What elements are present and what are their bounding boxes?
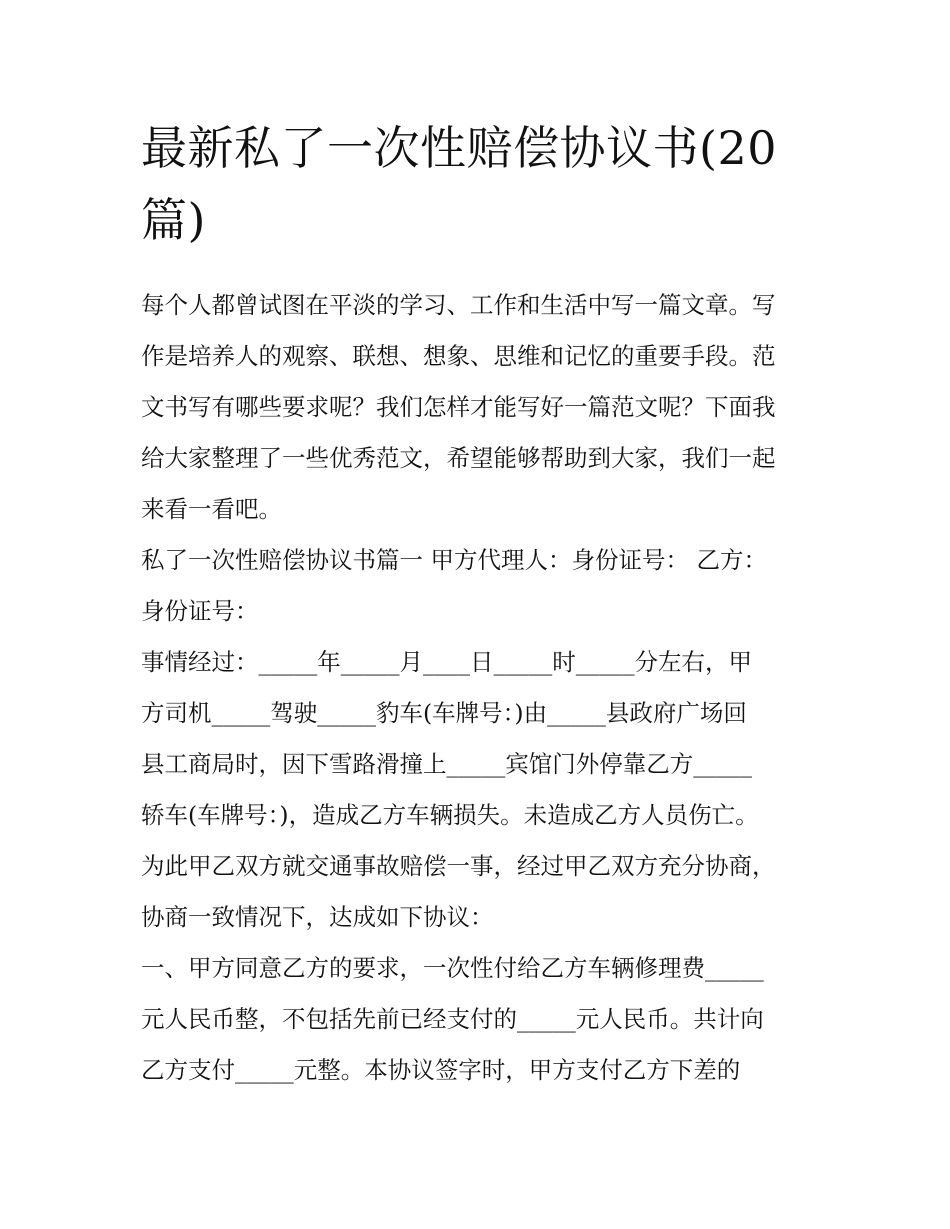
text-line: 为此甲乙双方就交通事故赔偿一事，经过甲乙双方充分协商， xyxy=(141,852,776,880)
document-body xyxy=(141,112,813,1096)
text-line: 元人民币整，不包括先前已经支付的_____元人民币。共计向 xyxy=(141,1005,764,1033)
clause-one-paragraph xyxy=(141,943,813,1096)
parties-paragraph xyxy=(141,535,813,637)
text-line: 方司机_____驾驶_____豹车(车牌号：)由_____县政府广场回 xyxy=(141,699,747,727)
text-line: 身份证号： xyxy=(141,597,259,625)
text-line: 一、甲方同意乙方的要求，一次性付给乙方车辆修理费_____ xyxy=(141,954,764,982)
title-line-1: 最新私了一次性赔偿协议书(20 xyxy=(141,121,777,175)
text-line: 来看一看吧。 xyxy=(141,495,282,523)
text-line: 事情经过：_____年_____月____日_____时_____分左右，甲 xyxy=(141,648,752,676)
text-line: 县工商局时，因下雪路滑撞上_____宾馆门外停靠乙方_____ xyxy=(141,750,752,778)
incident-paragraph xyxy=(141,637,813,943)
text-line: 作是培养人的观察、联想、想象、思维和记忆的重要手段。范 xyxy=(141,342,776,370)
intro-paragraph xyxy=(141,280,813,535)
text-line: 私了一次性赔偿协议书篇一 甲方代理人：身份证号： 乙方： xyxy=(141,546,767,574)
title-line-2: 篇) xyxy=(141,193,206,247)
text-line: 文书写有哪些要求呢？我们怎样才能写好一篇范文呢？下面我 xyxy=(141,393,776,421)
text-line: 给大家整理了一些优秀范文，希望能够帮助到大家，我们一起 xyxy=(141,444,776,472)
text-line: 协商一致情况下，达成如下协议： xyxy=(141,903,494,931)
text-line: 轿车(车牌号：)，造成乙方车辆损失。未造成乙方人员伤亡。 xyxy=(141,801,759,829)
text-line: 每个人都曾试图在平淡的学习、工作和生活中写一篇文章。写 xyxy=(141,291,776,319)
text-line: 乙方支付_____元整。本协议签字时，甲方支付乙方下差的 xyxy=(141,1056,741,1084)
document-title xyxy=(141,112,813,256)
